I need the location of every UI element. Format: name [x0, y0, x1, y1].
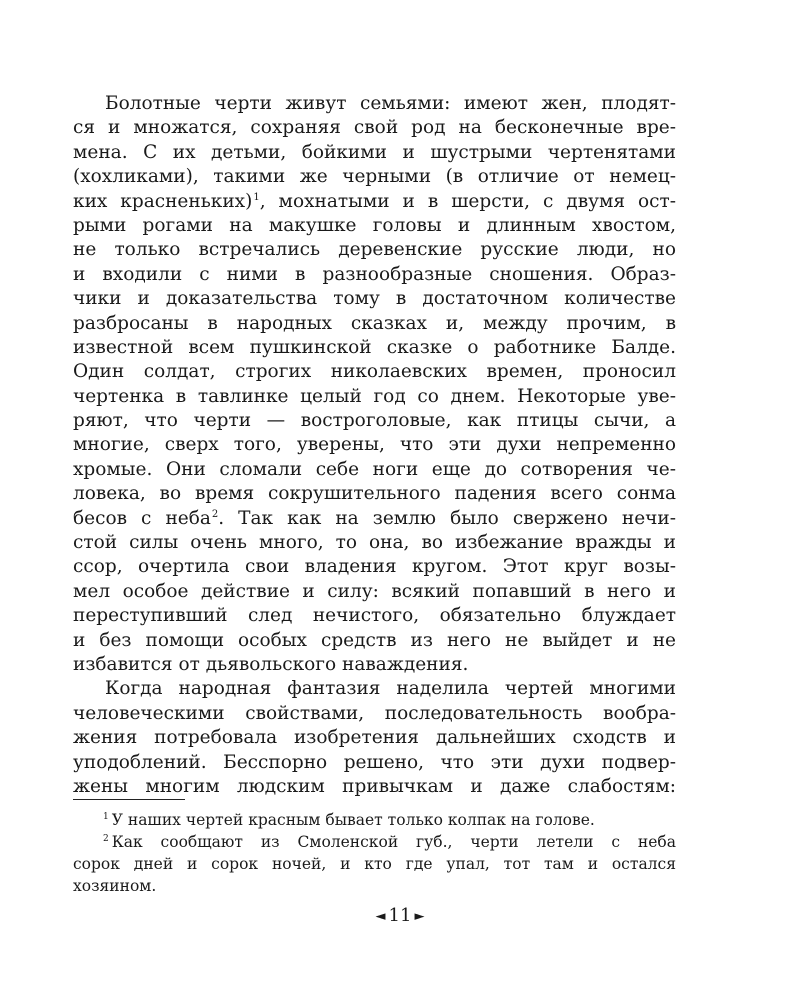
text-line: уподоблений. Бесспорно решено, что эти духи подвер-	[73, 751, 676, 773]
text-line	[73, 190, 676, 214]
text-line: Болотные черти живут семьями: имеют жен, плодят-	[105, 93, 676, 114]
text-line	[73, 507, 676, 531]
text-line: разбросаны в народных сказках и, между прочим, в	[73, 312, 676, 334]
text-line: не только встречались деревенские русские люди, но	[73, 239, 676, 261]
footnote-mark-2: 2	[103, 834, 109, 844]
text-line: (хохликами), такими же черными (в отличие от немец-	[73, 166, 676, 188]
text-line: человеческими свойствами, последовательность вообра-	[73, 702, 676, 724]
page-number: 11	[388, 905, 412, 926]
text-line: мел особое действие и силу: всякий попавший в него и	[73, 580, 676, 602]
text-line: жены многим людским привычкам и даже слабостям:	[73, 775, 676, 797]
ornament-right-icon: ►	[414, 909, 425, 924]
text-fragment: . Так как на землю было свержено нечи-	[218, 507, 676, 529]
footnote-divider	[73, 799, 185, 800]
text-line: мена. С их детьми, бойкими и шустрыми чертенятами	[73, 141, 676, 163]
footnote-2	[73, 831, 676, 853]
text-fragment: , мохнатыми и в шерсти, с двумя ост-	[259, 190, 676, 212]
footnote-line: хозяином.	[73, 877, 157, 895]
text-line: рыми рогами на макушке головы и длинным хвостом,	[73, 214, 676, 236]
text-line: и входили с ними в разнообразные сношения. Образ-	[73, 263, 676, 285]
text-line: Когда народная фантазия наделила чертей многими	[105, 678, 676, 700]
text-line: Один солдат, строгих николаевских времен, проносил	[73, 361, 676, 383]
page-number-folio	[0, 904, 800, 929]
main-text	[73, 92, 676, 799]
footnote-ref-1[interactable]: 1	[253, 191, 260, 203]
ornament-left-icon: ◄	[375, 909, 386, 924]
footnote-ref-2[interactable]: 2	[211, 508, 219, 520]
text-line: жения потребовала изобретения дальнейших сходств и	[73, 727, 676, 749]
text-line: ссор, очертила свои владения кругом. Этот круг возы-	[73, 556, 676, 578]
text-line: и без помощи особых средств из него не выйдет и не	[73, 629, 676, 651]
footnote-mark-1: 1	[103, 812, 109, 822]
text-line: чики и доказательства тому в достаточном количестве	[73, 288, 676, 310]
text-line: многие, сверх того, уверены, что эти духи непременно	[73, 434, 676, 456]
footnote-1	[73, 809, 676, 831]
text-line: известной всем пушкинской сказке о работнике Балде.	[73, 336, 676, 358]
text-line: ловека, во время сокрушительного падения всего сонма	[73, 483, 676, 505]
footnote-text: Как сообщают из Смоленской губ., черти летели с неба	[111, 833, 676, 851]
text-fragment: бесов с неба	[73, 507, 211, 529]
text-line: ряют, что черти — востроголовые, как птицы сычи, а	[73, 410, 676, 432]
footnotes	[73, 809, 676, 897]
text-line: ся и множатся, сохраняя свой род на бесконечные вре-	[73, 117, 676, 139]
text-line: чертенка в тавлинке целый год со днем. Некоторые уве-	[73, 385, 676, 407]
text-line: переступивший след нечистого, обязательно блуждает	[73, 605, 676, 627]
text-fragment: ких красненьких)	[73, 190, 253, 212]
footnote-text: У наших чертей красным бывает только колпак на голове.	[111, 811, 595, 829]
text-line: избавится от дьявольского наваждения.	[73, 653, 469, 675]
text-line: хромые. Они сломали себе ноги еще до сотворения че-	[73, 458, 676, 480]
text-line: стой силы очень много, то она, во избежание вражды и	[73, 532, 676, 554]
footnote-line: сорок дней и сорок ночей, и кто где упал, тот там и остался	[73, 855, 676, 873]
